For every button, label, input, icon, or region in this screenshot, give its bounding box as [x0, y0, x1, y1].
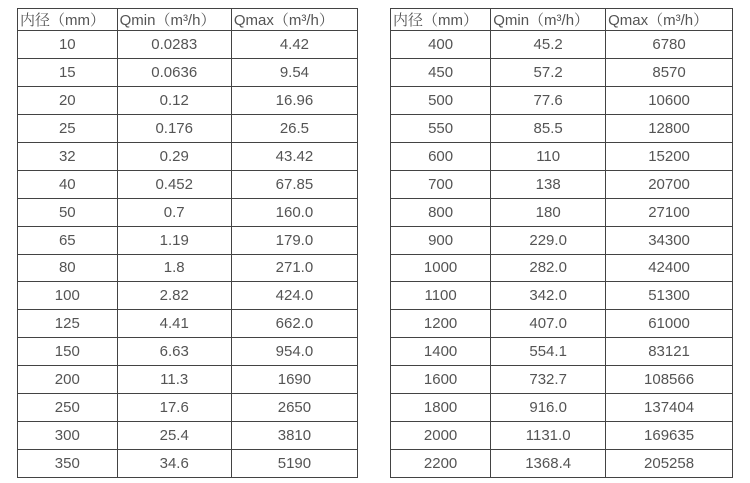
table-cell: 160.0 [231, 198, 357, 226]
table-cell: 15 [18, 58, 118, 86]
table-cell: 1200 [391, 310, 491, 338]
table-row [18, 31, 358, 59]
table-cell: 42400 [606, 254, 733, 282]
table-cell: 9.54 [231, 58, 357, 86]
table-row [18, 170, 358, 198]
table-cell: 138 [491, 170, 606, 198]
flow-table-small-diameters [17, 8, 358, 478]
table-cell: 800 [391, 198, 491, 226]
table-row [18, 114, 358, 142]
table-cell: 0.0283 [117, 31, 231, 59]
header-qmin: Qmin（m³/h） [491, 9, 606, 31]
table-cell: 11.3 [117, 366, 231, 394]
table-cell: 2200 [391, 450, 491, 478]
table-cell: 2.82 [117, 282, 231, 310]
table-row [391, 338, 733, 366]
table-cell: 125 [18, 310, 118, 338]
table-row [18, 86, 358, 114]
table-cell: 80 [18, 254, 118, 282]
table-cell: 6.63 [117, 338, 231, 366]
table-cell: 25.4 [117, 422, 231, 450]
table-cell: 57.2 [491, 58, 606, 86]
table-cell: 5190 [231, 450, 357, 478]
table-cell: 1000 [391, 254, 491, 282]
table-cell: 110 [491, 142, 606, 170]
table-cell: 179.0 [231, 226, 357, 254]
table-cell: 32 [18, 142, 118, 170]
table-cell: 1400 [391, 338, 491, 366]
table-cell: 400 [391, 31, 491, 59]
table-cell: 205258 [606, 450, 733, 478]
table-cell: 1690 [231, 366, 357, 394]
table-cell: 342.0 [491, 282, 606, 310]
header-qmax: Qmax（m³/h） [606, 9, 733, 31]
table-row [18, 226, 358, 254]
table-row [18, 282, 358, 310]
table-cell: 2000 [391, 422, 491, 450]
table-row [391, 394, 733, 422]
header-qmax: Qmax（m³/h） [231, 9, 357, 31]
table-cell: 6780 [606, 31, 733, 59]
table-cell: 662.0 [231, 310, 357, 338]
table-row [391, 282, 733, 310]
table-cell: 407.0 [491, 310, 606, 338]
flow-table-large-diameters [390, 8, 733, 478]
table-cell: 916.0 [491, 394, 606, 422]
table-row [18, 366, 358, 394]
table-cell: 3810 [231, 422, 357, 450]
table-row [391, 31, 733, 59]
table-cell: 65 [18, 226, 118, 254]
table-cell: 12800 [606, 114, 733, 142]
table-row [391, 198, 733, 226]
table-row [391, 226, 733, 254]
table-cell: 15200 [606, 142, 733, 170]
table-cell: 34.6 [117, 450, 231, 478]
table-row [391, 450, 733, 478]
table-cell: 17.6 [117, 394, 231, 422]
table-cell: 1100 [391, 282, 491, 310]
table-cell: 4.41 [117, 310, 231, 338]
table-header-row [391, 9, 733, 31]
table-cell: 10600 [606, 86, 733, 114]
table-cell: 1.19 [117, 226, 231, 254]
table-row [18, 450, 358, 478]
table-row [391, 254, 733, 282]
table-cell: 67.85 [231, 170, 357, 198]
table-row [391, 422, 733, 450]
header-qmin: Qmin（m³/h） [117, 9, 231, 31]
header-inner-diameter: 内径（mm） [18, 9, 118, 31]
table-cell: 229.0 [491, 226, 606, 254]
table-cell: 10 [18, 31, 118, 59]
table-cell: 282.0 [491, 254, 606, 282]
header-inner-diameter: 内径（mm） [391, 9, 491, 31]
table-cell: 0.29 [117, 142, 231, 170]
table-cell: 700 [391, 170, 491, 198]
table-cell: 732.7 [491, 366, 606, 394]
table-row [391, 58, 733, 86]
table-cell: 1.8 [117, 254, 231, 282]
table-cell: 1131.0 [491, 422, 606, 450]
table-row [391, 142, 733, 170]
table-cell: 50 [18, 198, 118, 226]
table-cell: 83121 [606, 338, 733, 366]
table-cell: 43.42 [231, 142, 357, 170]
table-cell: 450 [391, 58, 491, 86]
table-cell: 20700 [606, 170, 733, 198]
table-cell: 137404 [606, 394, 733, 422]
table-cell: 27100 [606, 198, 733, 226]
table-cell: 0.7 [117, 198, 231, 226]
table-cell: 51300 [606, 282, 733, 310]
table-row [391, 114, 733, 142]
table-cell: 1368.4 [491, 450, 606, 478]
table-cell: 500 [391, 86, 491, 114]
table-cell: 100 [18, 282, 118, 310]
table-cell: 108566 [606, 366, 733, 394]
table-row [391, 170, 733, 198]
table-cell: 350 [18, 450, 118, 478]
table-cell: 250 [18, 394, 118, 422]
table-cell: 0.176 [117, 114, 231, 142]
table-row [18, 394, 358, 422]
table-cell: 200 [18, 366, 118, 394]
table-cell: 900 [391, 226, 491, 254]
table-cell: 4.42 [231, 31, 357, 59]
table-cell: 169635 [606, 422, 733, 450]
table-row [18, 142, 358, 170]
table-cell: 2650 [231, 394, 357, 422]
table-row [391, 366, 733, 394]
table-cell: 954.0 [231, 338, 357, 366]
table-cell: 1800 [391, 394, 491, 422]
table-header-row [18, 9, 358, 31]
table-cell: 16.96 [231, 86, 357, 114]
table-cell: 300 [18, 422, 118, 450]
table-row [18, 198, 358, 226]
table-row [18, 310, 358, 338]
table-cell: 180 [491, 198, 606, 226]
table-cell: 550 [391, 114, 491, 142]
table-cell: 85.5 [491, 114, 606, 142]
table-cell: 34300 [606, 226, 733, 254]
table-row [18, 58, 358, 86]
table-cell: 40 [18, 170, 118, 198]
table-cell: 0.452 [117, 170, 231, 198]
table-cell: 26.5 [231, 114, 357, 142]
table-cell: 61000 [606, 310, 733, 338]
table-cell: 45.2 [491, 31, 606, 59]
table-cell: 77.6 [491, 86, 606, 114]
table-cell: 0.0636 [117, 58, 231, 86]
table-cell: 271.0 [231, 254, 357, 282]
table-cell: 600 [391, 142, 491, 170]
table-cell: 554.1 [491, 338, 606, 366]
table-cell: 8570 [606, 58, 733, 86]
table-cell: 424.0 [231, 282, 357, 310]
table-row [18, 422, 358, 450]
table-row [391, 86, 733, 114]
table-cell: 150 [18, 338, 118, 366]
table-cell: 0.12 [117, 86, 231, 114]
table-cell: 25 [18, 114, 118, 142]
table-row [18, 254, 358, 282]
table-cell: 20 [18, 86, 118, 114]
table-cell: 1600 [391, 366, 491, 394]
table-row [18, 338, 358, 366]
table-row [391, 310, 733, 338]
